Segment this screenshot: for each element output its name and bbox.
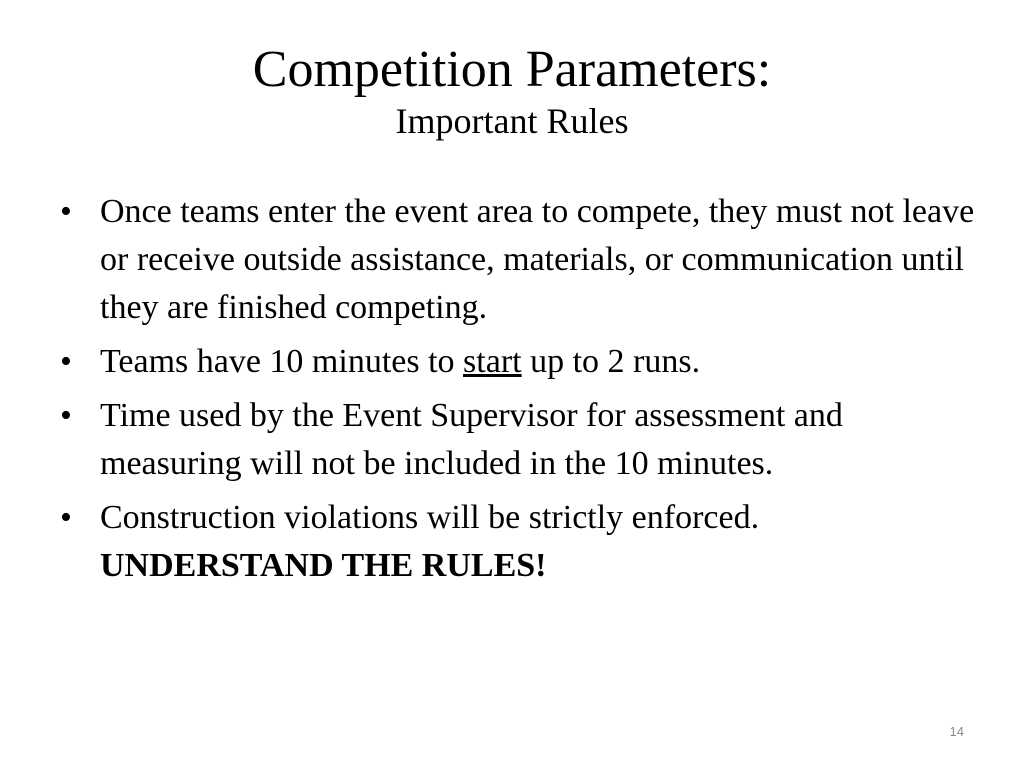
bullet-item: [60, 392, 980, 488]
bullet-item: [60, 494, 980, 590]
bullet-item: [60, 338, 980, 386]
slide-title: Competition Parameters:: [252, 41, 772, 98]
bullet-text: Time used by the Event Supervisor for assessment and measuring will not be included in the 10 minutes.: [100, 397, 843, 482]
bullet-emphasis: UNDERSTAND THE RULES!: [100, 547, 547, 584]
bullet-text-post: up to 2 runs.: [521, 343, 701, 380]
bullet-item: [60, 188, 980, 332]
bullet-icon: •: [60, 343, 72, 380]
bullet-text-underlined: start: [463, 343, 522, 380]
bullet-text-pre: Teams have 10 minutes to: [100, 343, 464, 380]
bullet-list: [60, 188, 980, 596]
page-number: 14: [949, 724, 964, 739]
bullet-text: Construction violations will be strictly enforced.: [100, 499, 760, 536]
bullet-icon: •: [60, 397, 72, 434]
slide-subtitle: Important Rules: [395, 101, 629, 141]
title-block: [0, 40, 1024, 142]
bullet-text: Once teams enter the event area to compete, they must not leave or receive outside assistance, materials, or communication until they are finished competing.: [100, 193, 975, 326]
bullet-icon: •: [60, 193, 72, 230]
bullet-icon: •: [60, 499, 72, 536]
